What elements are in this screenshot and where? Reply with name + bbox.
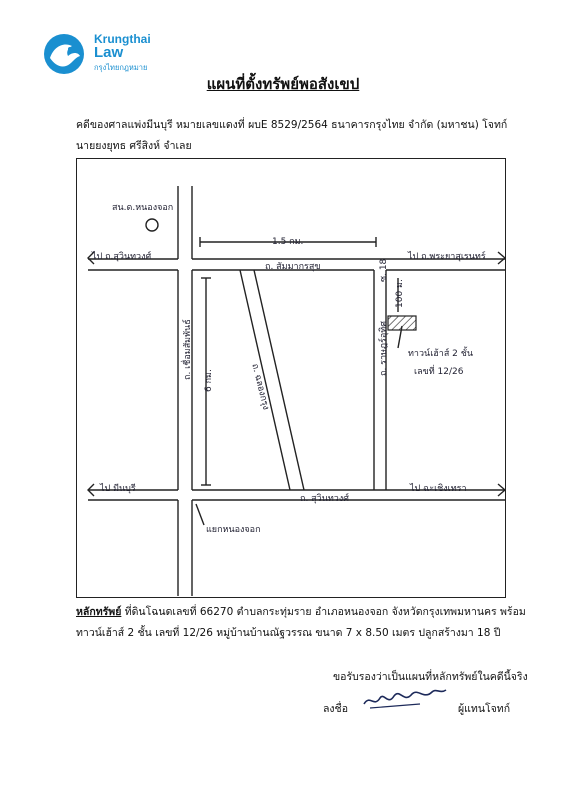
label-to-right-top: ไป ถ.พระยาสุเรนทร์ xyxy=(408,252,486,262)
brand-line1: Krungthai xyxy=(94,32,151,46)
brand-line2: Law xyxy=(94,44,124,61)
police-station-icon xyxy=(146,219,158,231)
label-road-top: ถ. สัมมากรสุข xyxy=(265,262,321,272)
sign-label: ลงชื่อ xyxy=(323,703,348,715)
asset-line-2: ทาวน์เฮ้าส์ 2 ชั้น เลขที่ 12/26 หมู่บ้านบ้านณัฐวรรณ ขนาด 7 x 8.50 เมตร ปลูกสร้างมา 18 ปี xyxy=(76,627,501,639)
label-distance-top: 1.5 กม. xyxy=(272,237,304,247)
label-road-left-vertical: ถ. เชื่อมสัมพันธ์ xyxy=(183,319,193,380)
case-line-1: คดีของศาลแพ่งมีนบุรี หมายเลขแดงที่ ผบE 8529/2564 ธนาคารกรุงไทย จำกัด (มหาชน) โจทก์ xyxy=(76,119,508,131)
brand-thai: กรุงไทยกฎหมาย xyxy=(94,63,148,72)
label-to-left-bottom: ไป มีนบุรี xyxy=(100,484,136,494)
label-house: ทาวน์เฮ้าส์ 2 ชั้น xyxy=(408,349,474,359)
label-to-left-top: ไป ถ.สุวินทวงศ์ xyxy=(92,252,152,262)
certify-text: ขอรับรองว่าเป็นแผนที่หลักทรัพย์ในคดีนี้จริง xyxy=(333,671,528,683)
asset-label: หลักทรัพย์ xyxy=(76,606,122,618)
house-location-marker xyxy=(388,316,416,330)
label-road-diagonal: ถ. ฉลองกรุง xyxy=(249,362,271,412)
case-line-2: นายยงยุทธ ศรีสิงห์ จำเลย xyxy=(76,140,192,152)
label-soi-distance: 100 ม. xyxy=(395,279,405,308)
label-road-bottom: ถ. สุวินทวงศ์ xyxy=(300,494,349,504)
page-title: แผนที่ตั้งทรัพย์พอสังเขป xyxy=(206,75,360,93)
label-to-right-bottom: ไป ฉะเชิงเทรา xyxy=(410,484,467,494)
label-junction: แยกหนองจอก xyxy=(206,525,261,535)
asset-line-1-text: ที่ดินโฉนดเลขที่ 66270 ตำบลกระทุ่มราย อำเภอหนองจอก จังหวัดกรุงเทพมหานคร พร้อม xyxy=(121,606,526,618)
asset-line-1 xyxy=(76,603,526,620)
signature-icon xyxy=(360,684,450,714)
label-soi-18: ซ. 18 xyxy=(379,258,389,282)
signer-role: ผู้แทนโจทก์ xyxy=(458,703,511,715)
label-police-station: สน.ด.หนองจอก xyxy=(112,203,174,213)
label-road-soi: ถ. ราษฎร์อุทิศ xyxy=(379,321,389,376)
label-distance-vertical: 6 กม. xyxy=(204,369,214,392)
label-house-no: เลขที่ 12/26 xyxy=(414,367,464,377)
